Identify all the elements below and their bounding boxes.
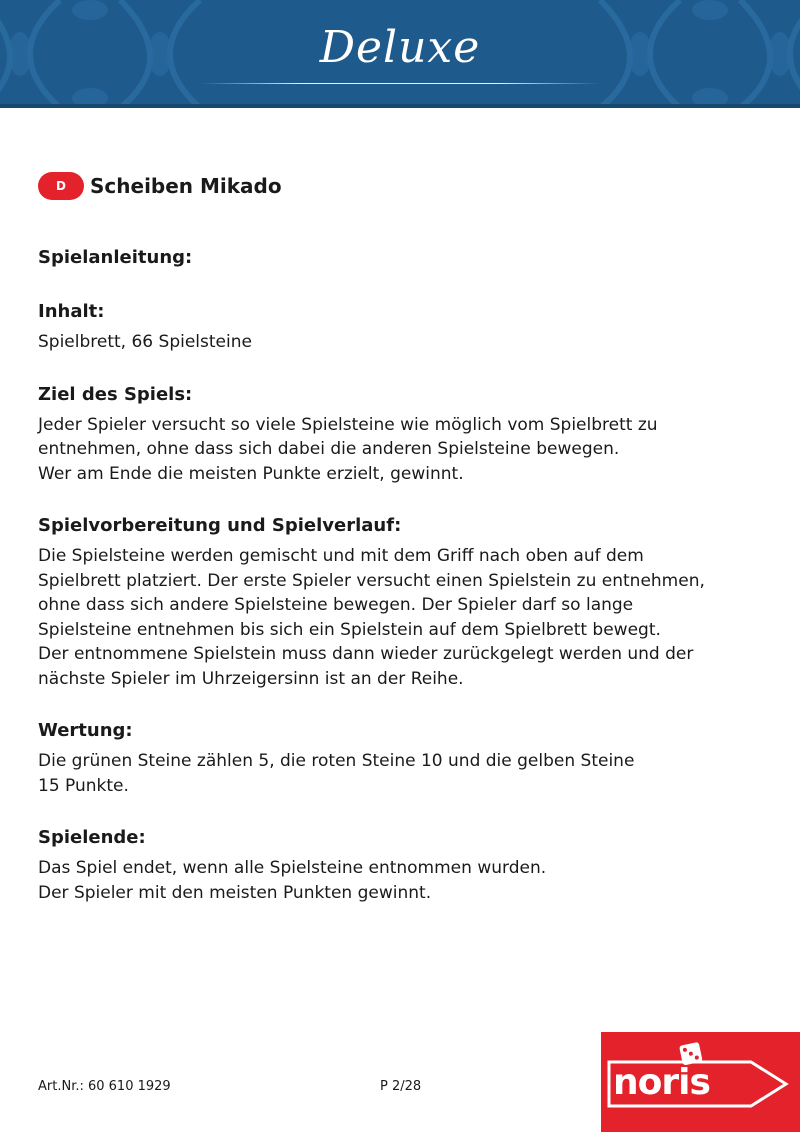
brand-logo	[601, 1032, 800, 1132]
section-body: Die Spielsteine werden gemischt und mit dem Griff nach oben auf dem Spielbrett platziert. Der erste Spieler versucht einen Spielstein zu entnehmen, ohne dass sich andere Spielsteine bewegen. Der Spieler darf so lange Spielsteine entnehmen bis sich ein Spielstein auf dem Spielbrett bewegt. Der entnommene Spielstein muss dann wieder zurückgelegt werden und der nächste Spieler im Uhrzeigersinn ist an der Reihe.	[38, 546, 705, 689]
section-heading: Spielanleitung:	[38, 247, 193, 268]
section-body: Das Spiel endet, wenn alle Spielsteine entnommen wurden. Der Spieler mit den meisten Punkten gewinnt.	[38, 858, 547, 903]
language-badge: D	[38, 172, 84, 200]
section-spielverlauf	[38, 514, 758, 691]
instructions	[38, 246, 758, 933]
game-name: Scheiben Mikado	[90, 174, 282, 198]
header-title: Deluxe	[319, 22, 481, 73]
section-inhalt	[38, 300, 758, 355]
section-body: Jeder Spieler versucht so viele Spielsteine wie möglich vom Spielbrett zu entnehmen, ohne dass sich dabei die anderen Spielsteine bewegen. Wer am Ende die meisten Punkte erzielt, gewinnt.	[38, 414, 658, 484]
game-title	[38, 172, 282, 200]
section-heading: Inhalt:	[38, 301, 105, 322]
section-heading: Wertung:	[38, 720, 133, 741]
section-heading: Spielende:	[38, 827, 146, 848]
section-heading: Ziel des Spiels:	[38, 383, 193, 405]
article-number: Art.Nr.: 60 610 1929	[38, 1079, 171, 1094]
section-spielende	[38, 826, 758, 905]
logo-wordmark: noris	[613, 1062, 710, 1103]
page-number: P 2/28	[380, 1079, 422, 1094]
section-wertung	[38, 719, 758, 798]
section-body: Die grünen Steine zählen 5, die roten Steine 10 und die gelben Steine 15 Punkte.	[38, 751, 635, 796]
section-heading: Spielvorbereitung und Spielverlauf:	[38, 515, 402, 536]
header-banner	[0, 0, 800, 108]
section-spielanleitung	[38, 246, 758, 270]
section-body: Spielbrett, 66 Spielsteine	[38, 332, 252, 352]
title-underline	[200, 83, 600, 84]
section-ziel	[38, 383, 758, 487]
